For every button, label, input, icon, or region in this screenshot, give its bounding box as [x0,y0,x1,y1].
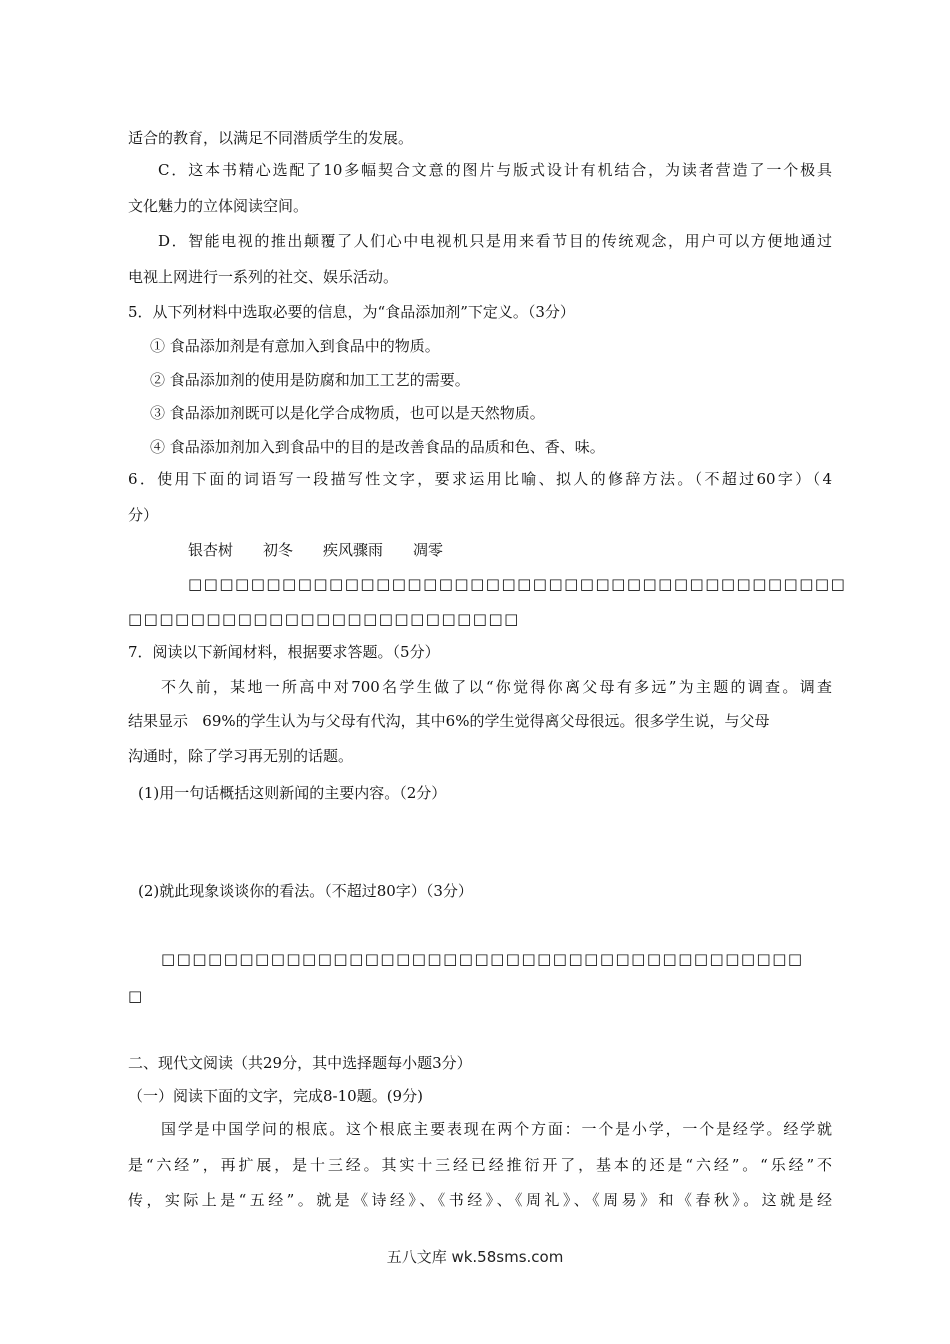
news-line3: 沟通时，除了学习再无别的话题。 [128,747,354,765]
question-7-part-2: (2)就此现象谈谈你的看法。（不超过80字）（3分） [138,882,473,900]
question-5-item-2: ② 食品添加剂的使用是防腐和加工工艺的需要。 [150,371,470,389]
answer-grid-line2: □ [128,987,143,1005]
section-2-sub-heading: （一）阅读下面的文字，完成8-10题。(9分) [128,1087,423,1105]
question-6: 6．使用下面的词语写一段描写性文字，要求运用比喻、拟人的修辞方法。（不超过60字）（4 [128,470,832,488]
passage-line3: 传，实际上是“五经”。就是《诗经》、《书经》、《周礼》、《周易》和《春秋》。这就是经 [128,1191,832,1209]
question-6-words [188,540,473,560]
question-5-item-1: ① 食品添加剂是有意加入到食品中的物质。 [150,337,440,355]
word: 凋零 [413,541,444,559]
answer-grid-line2: □□□□□□□□□□□□□□□□□□□□□□□□□ [128,610,520,628]
word: 初冬 [263,541,294,559]
passage-line1: 国学是中国学问的根底。这个根底主要表现在两个方面：一个是小学，一个是经学。经学就 [161,1120,832,1138]
word: 银杏树 [188,541,234,559]
section-2-heading: 二、现代文阅读（共29分，其中选择题每小题3分） [128,1054,472,1072]
question-7-part-1: (1)用一句话概括这则新闻的主要内容。（2分） [138,784,447,802]
text-line: 适合的教育，以满足不同潜质学生的发展。 [128,129,414,147]
question-5-item-3: ③ 食品添加剂既可以是化学合成物质，也可以是天然物质。 [150,404,545,422]
word: 疾风骤雨 [323,541,384,559]
option-d-line2: 电视上网进行一系列的社交、娱乐活动。 [128,268,399,286]
answer-grid-line1: □□□□□□□□□□□□□□□□□□□□□□□□□□□□□□□□□□□□□□□□□□ [188,575,847,593]
page-footer: 五八文库 wk.58sms.com [386,1248,564,1266]
option-c-line1: C．这本书精心选配了10多幅契合文意的图片与版式设计有机结合，为读者营造了一个极具 [158,161,832,179]
answer-grid-line1: □□□□□□□□□□□□□□□□□□□□□□□□□□□□□□□□□□□□□□□□□ [161,950,804,968]
question-7: 7．阅读以下新闻材料，根据要求答题。（5分） [128,643,440,661]
question-6-cont: 分） [128,506,159,524]
option-c-line2: 文化魅力的立体阅读空间。 [128,197,309,215]
news-line1: 不久前，某地一所高中对700名学生做了以“你觉得你离父母有多远”为主题的调查。调查 [161,678,832,696]
news-line2: 结果显示 69%的学生认为与父母有代沟，其中6%的学生觉得离父母很远。很多学生说，与父母 [128,712,770,730]
option-d-line1: D．智能电视的推出颠覆了人们心中电视机只是用来看节目的传统观念，用户可以方便地通过 [158,232,832,250]
question-5: 5．从下列材料中选取必要的信息，为“食品添加剂”下定义。（3分） [128,303,575,321]
passage-line2: 是“六经”，再扩展，是十三经。其实十三经已经推衍开了，基本的还是“六经”。“乐经”不 [128,1156,832,1174]
question-5-item-4: ④ 食品添加剂加入到食品中的目的是改善食品的品质和色、香、味。 [150,438,605,456]
